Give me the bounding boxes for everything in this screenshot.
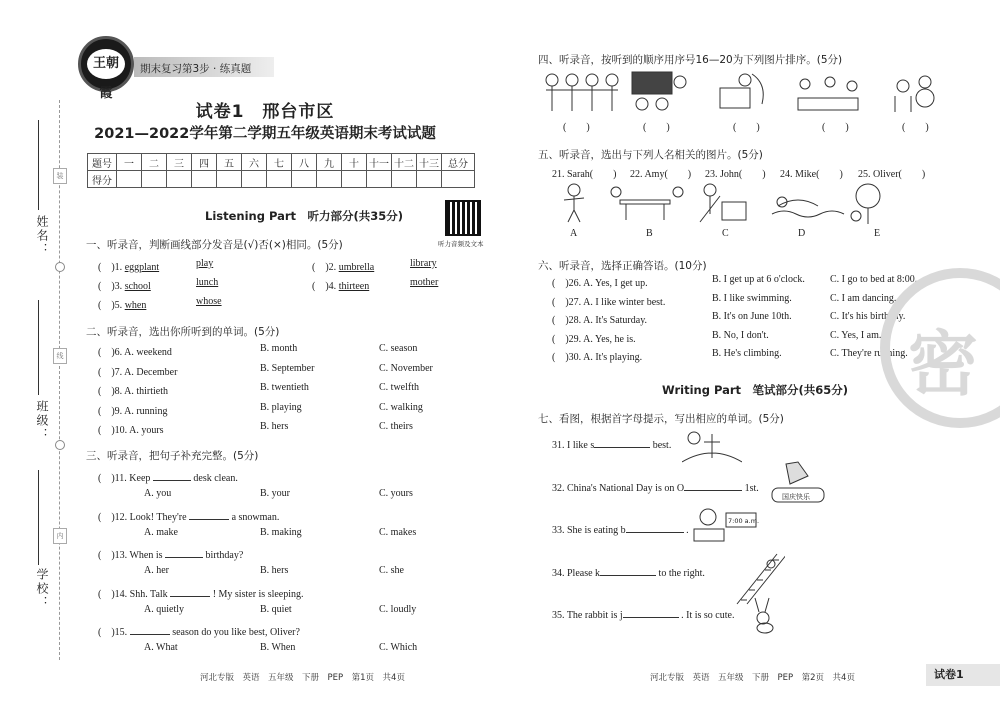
answer-blank[interactable] [170,596,210,597]
order-answer-box[interactable]: ( ) [733,122,760,133]
answer-blank[interactable] [594,447,650,448]
question-6[interactable]: ( )6. A. weekend [98,347,172,358]
paper-title: 试卷1 邢台市区 [195,102,335,122]
picture-children-line [546,74,618,111]
footer-right: 河北专版 英语 五年级 下册 PEP 第2页 共4页 [650,673,855,683]
option-c[interactable]: C. loudly [379,603,417,615]
option-b[interactable]: B. making [260,526,302,538]
answer-blank[interactable] [626,532,684,533]
question-7[interactable]: ( )7. A. December [98,366,178,378]
question-4[interactable]: ( )4. thirteen mother [312,277,439,292]
picture-classroom [632,72,686,110]
writing-part-heading: Writing Part 笔试部分(共65分) [662,383,849,397]
option-b[interactable]: B. month [260,343,298,354]
class-line [38,300,39,395]
question-33[interactable]: 33. She is eating b . [552,525,689,536]
picture-reading [720,74,763,108]
question-1[interactable]: ( )1. eggplant play [98,258,214,273]
picture-31-summer-scene [682,428,742,468]
question-14[interactable]: ( )14. Shh. Talk ! My sister is sleeping. [98,588,304,600]
answer-blank[interactable] [623,617,679,618]
option-a[interactable]: A. make [144,526,178,538]
question-15[interactable]: ( )15. season do you like best, Oliver? [98,627,300,638]
section-2-title: 二、听录音，选出你所听到的单词。(5分) [86,326,280,338]
question-26[interactable]: ( )26. A. Yes, I get up. [552,278,648,289]
picture-c-cleaning [700,184,746,222]
footer-left: 河北专版 英语 五年级 下册 PEP 第1页 共4页 [200,673,405,683]
question-3[interactable]: ( )3. school lunch [98,277,219,292]
option-a[interactable]: A. you [144,488,172,499]
answer-blank[interactable] [130,634,170,635]
exam-title: 2021—2022学年第二学期五年级英语期末考试试题 [94,126,436,142]
margin-tag: 装 [53,168,67,184]
question-12[interactable]: ( )12. Look! They're a snowman. [98,511,280,523]
picture-a-dancing [564,184,584,222]
option-b[interactable]: B. He's climbing. [712,348,782,359]
binding-hole [55,262,65,272]
option-b[interactable]: B. I get up at 6 o'clock. [712,274,805,285]
question-27[interactable]: ( )27. A. I like winter best. [552,296,666,308]
picture-letter: B [646,228,653,239]
section-5-title: 五、听录音，选出与下列人名相关的图片。(5分) [538,149,763,161]
option-b[interactable]: B. I like swimming. [712,292,792,304]
question-5[interactable]: ( )5. when whose [98,296,222,311]
picture-35-rabbit [745,596,785,636]
option-a[interactable]: A. quietly [144,603,184,615]
answer-blank[interactable] [165,557,203,558]
cake-text: 国庆快乐 [782,493,810,501]
name-question-21[interactable]: 21. Sarah( ) [552,169,617,180]
name-question-23[interactable]: 23. John( ) [705,169,766,180]
binding-line [59,100,60,660]
option-a[interactable]: A. her [144,565,169,576]
option-c[interactable]: C. walking [379,401,423,413]
option-c[interactable]: C. Yes, I am. [830,329,882,341]
answer-blank[interactable] [684,490,742,491]
picture-letter: D [798,228,806,239]
picture-d-swimming [772,197,844,217]
score-table-score-row: 得分 [88,171,475,188]
order-answer-box[interactable]: ( ) [902,122,929,133]
option-c[interactable]: C. Which [379,642,418,653]
question-13[interactable]: ( )13. When is birthday? [98,550,244,561]
name-question-25[interactable]: 25. Oliver( ) [858,169,926,180]
picture-picnic [798,77,858,110]
question-10[interactable]: ( )10. A. yours [98,425,164,436]
picture-letter: A [570,228,578,239]
margin-tag: 内 [53,528,67,544]
option-a[interactable]: A. What [144,642,178,653]
option-b[interactable]: B. playing [260,401,302,413]
option-b[interactable]: B. quiet [260,603,292,615]
listening-part-heading: Listening Part 听力部分(共35分) [205,209,404,223]
answer-blank[interactable] [600,575,656,576]
name-label: 姓名： [35,215,49,257]
name-question-22[interactable]: 22. Amy( ) [630,169,692,180]
qr-caption: 听力音频及文本 [438,240,484,248]
order-answer-box[interactable]: ( ) [643,122,670,133]
question-11[interactable]: ( )11. Keep desk clean. [98,473,238,484]
school-label: 学校： [35,568,49,610]
picture-letter: E [874,228,881,239]
question-32[interactable]: 32. China's National Day is on O 1st. [552,482,759,494]
section-6-title: 六、听录音，选择正确答语。(10分) [538,260,707,272]
name-question-24[interactable]: 24. Mike( ) [780,169,843,180]
paper-tag: 试卷1 [926,664,1000,686]
option-c[interactable]: C. I am dancing. [830,292,897,304]
section-4-pictures [540,68,940,118]
option-b[interactable]: B. September [260,362,315,374]
picture-snowman [895,76,934,112]
question-35[interactable]: 35. The rabbit is j . It is so cute. [552,610,735,621]
qr-code[interactable] [445,200,481,236]
option-c[interactable]: C. twelfth [379,382,419,393]
option-c[interactable]: C. I go to bed at 8:00. [830,274,918,285]
option-c[interactable]: C. season [379,343,418,354]
question-28[interactable]: ( )28. A. It's Saturday. [552,315,648,326]
option-c[interactable]: C. It's his birthday. [830,311,906,322]
brand-logo: 王朝霞 [78,36,134,92]
picture-e-tree [851,184,880,224]
question-9[interactable]: ( )9. A. running [98,405,168,417]
score-table [87,153,475,188]
school-line [38,470,39,565]
answer-blank[interactable] [189,519,229,520]
binding-hole [55,440,65,450]
option-b[interactable]: B. It's on June 10th. [712,311,792,322]
order-answer-box[interactable]: ( ) [822,122,849,133]
option-c[interactable]: C. she [379,565,404,576]
picture-b-ping-pong [611,187,683,220]
score-table-header-row: 题号 一 二 三 四 五 六 七 八 九 十 十一 十二 十三 总分 [88,154,475,171]
section-1-title: 一、听录音，判断画线部分发音是(√)否(×)相同。(5分) [86,239,343,251]
option-c[interactable]: C. theirs [379,421,413,432]
option-c[interactable]: C. makes [379,526,417,538]
option-b[interactable]: B. hers [260,565,289,576]
answer-blank[interactable] [153,480,191,481]
margin-tag: 线 [53,348,67,364]
option-b[interactable]: B. hers [260,421,289,432]
picture-letter: C [722,228,729,239]
option-b[interactable]: B. No, I don't. [712,329,769,341]
option-c[interactable]: C. They're running. [830,348,908,359]
option-b[interactable]: B. your [260,488,290,499]
option-b[interactable]: B. twentieth [260,382,309,393]
section-7-title: 七、看图，根据首字母提示，写出相应的单词。(5分) [538,413,784,425]
question-29[interactable]: ( )29. A. Yes, he is. [552,333,636,345]
order-answer-box[interactable]: ( ) [563,122,590,133]
confidential-stamp: 密 [880,268,1000,428]
question-34[interactable]: 34. Please k to the right. [552,567,705,579]
section-3-title: 三、听录音，把句子补充完整。(5分) [86,450,259,462]
question-30[interactable]: ( )30. A. It's playing. [552,352,643,363]
picture-32-national-day-cake [768,460,828,510]
option-c[interactable]: C. November [379,362,433,374]
option-b[interactable]: B. When [260,642,296,653]
question-2[interactable]: ( )2. umbrella library [312,258,437,273]
step-banner: 期末复习第3步 · 练真题 [134,57,274,77]
clock-text: 7:00 a.m. [728,517,760,525]
option-c[interactable]: C. yours [379,488,413,499]
question-31[interactable]: 31. I like s best. [552,440,672,451]
question-8[interactable]: ( )8. A. thirtieth [98,386,169,397]
section-4-title: 四、听录音，按听到的顺序用序号16—20为下列图片排序。(5分) [538,54,843,66]
picture-33-breakfast [690,505,760,545]
class-label: 班级： [35,400,49,442]
section-5-pictures [550,182,910,226]
